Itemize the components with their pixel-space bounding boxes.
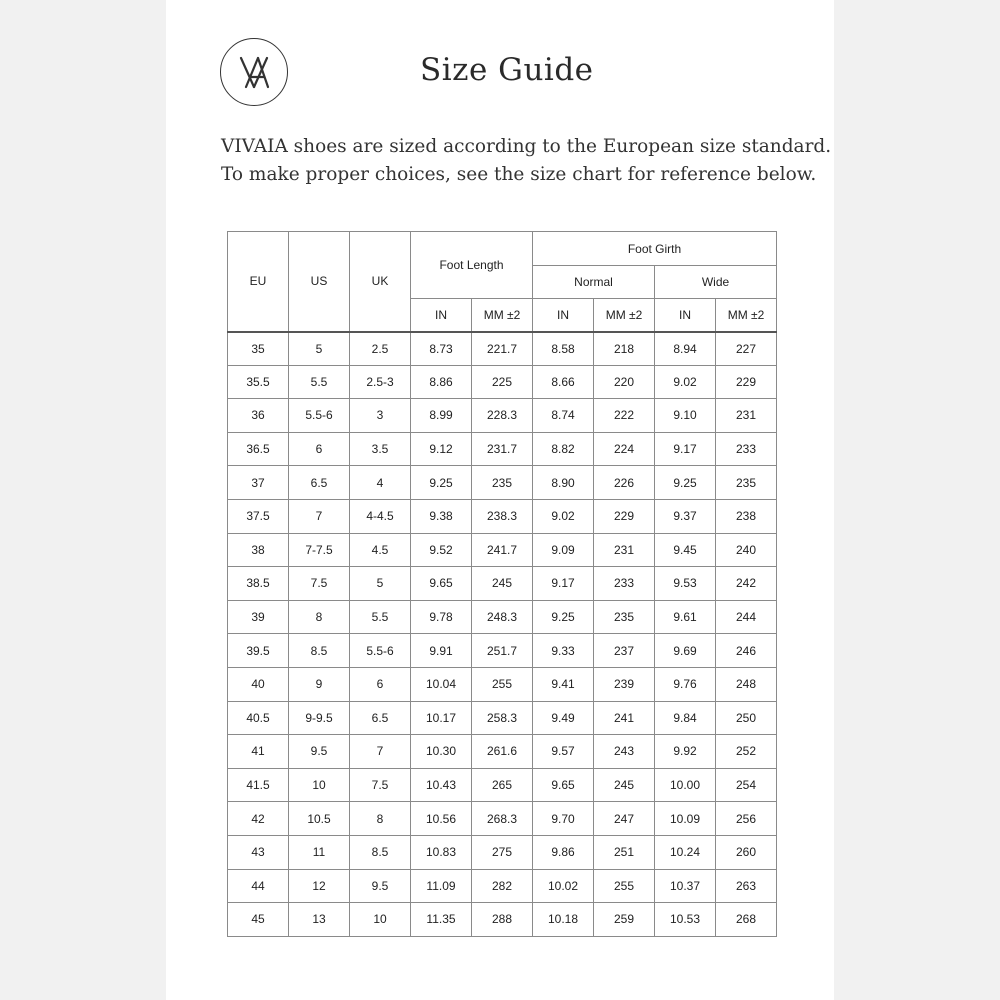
cell-normal-mm: 255: [594, 869, 655, 903]
cell-normal-mm: 226: [594, 466, 655, 500]
cell-normal-in: 9.25: [533, 600, 594, 634]
cell-length-mm: 265: [472, 768, 533, 802]
table-row: [228, 869, 777, 903]
cell-wide-in: 10.24: [655, 835, 716, 869]
cell-normal-in: 9.02: [533, 499, 594, 533]
cell-normal-in: 8.58: [533, 332, 594, 366]
cell-length-mm: 231.7: [472, 432, 533, 466]
cell-length-in: 10.56: [411, 802, 472, 836]
cell-wide-mm: 254: [716, 768, 777, 802]
cell-uk: 6: [350, 667, 411, 701]
cell-length-in: 8.99: [411, 399, 472, 433]
size-chart-table: [227, 231, 777, 937]
cell-uk: 7: [350, 735, 411, 769]
cell-wide-in: 9.69: [655, 634, 716, 668]
cell-us: 7-7.5: [289, 533, 350, 567]
cell-eu: 39.5: [228, 634, 289, 668]
header-normal-in: IN: [533, 299, 594, 332]
cell-us: 10: [289, 768, 350, 802]
cell-normal-mm: 243: [594, 735, 655, 769]
header-wide: Wide: [655, 266, 777, 299]
cell-us: 11: [289, 835, 350, 869]
cell-normal-in: 8.82: [533, 432, 594, 466]
cell-wide-mm: 268: [716, 903, 777, 937]
cell-uk: 5: [350, 567, 411, 601]
cell-normal-in: 9.09: [533, 533, 594, 567]
cell-length-mm: 221.7: [472, 332, 533, 366]
intro-line-2: To make proper choices, see the size chart for reference below.: [221, 164, 817, 185]
cell-wide-mm: 246: [716, 634, 777, 668]
cell-eu: 37: [228, 466, 289, 500]
cell-eu: 40.5: [228, 701, 289, 735]
header-length-in: IN: [411, 299, 472, 332]
cell-length-mm: 235: [472, 466, 533, 500]
cell-eu: 38: [228, 533, 289, 567]
cell-normal-mm: 241: [594, 701, 655, 735]
cell-us: 9.5: [289, 735, 350, 769]
cell-uk: 7.5: [350, 768, 411, 802]
cell-wide-in: 9.76: [655, 667, 716, 701]
cell-eu: 35.5: [228, 365, 289, 399]
cell-length-in: 8.86: [411, 365, 472, 399]
cell-length-in: 10.04: [411, 667, 472, 701]
cell-us: 8: [289, 600, 350, 634]
cell-us: 12: [289, 869, 350, 903]
cell-normal-mm: 259: [594, 903, 655, 937]
cell-normal-mm: 229: [594, 499, 655, 533]
table-row: [228, 835, 777, 869]
cell-length-in: 11.35: [411, 903, 472, 937]
cell-normal-in: 9.70: [533, 802, 594, 836]
cell-normal-mm: 245: [594, 768, 655, 802]
table-row: [228, 802, 777, 836]
table-row: [228, 432, 777, 466]
cell-normal-mm: 222: [594, 399, 655, 433]
cell-uk: 3: [350, 399, 411, 433]
cell-wide-in: 9.02: [655, 365, 716, 399]
cell-normal-in: 9.49: [533, 701, 594, 735]
cell-eu: 39: [228, 600, 289, 634]
cell-wide-mm: 252: [716, 735, 777, 769]
cell-wide-in: 9.10: [655, 399, 716, 433]
cell-wide-in: 9.84: [655, 701, 716, 735]
cell-us: 5.5-6: [289, 399, 350, 433]
cell-length-mm: 251.7: [472, 634, 533, 668]
cell-wide-mm: 260: [716, 835, 777, 869]
cell-eu: 42: [228, 802, 289, 836]
cell-length-in: 9.65: [411, 567, 472, 601]
cell-normal-in: 9.65: [533, 768, 594, 802]
cell-normal-in: 9.86: [533, 835, 594, 869]
cell-wide-in: 8.94: [655, 332, 716, 366]
header-normal-mm: MM ±2: [594, 299, 655, 332]
cell-normal-mm: 235: [594, 600, 655, 634]
page-title: Size Guide: [420, 52, 594, 88]
cell-normal-mm: 224: [594, 432, 655, 466]
cell-length-mm: 288: [472, 903, 533, 937]
cell-length-in: 9.52: [411, 533, 472, 567]
cell-wide-mm: 233: [716, 432, 777, 466]
cell-length-in: 9.12: [411, 432, 472, 466]
size-chart-body: [228, 332, 777, 937]
cell-us: 5.5: [289, 365, 350, 399]
cell-us: 6: [289, 432, 350, 466]
cell-length-mm: 238.3: [472, 499, 533, 533]
cell-wide-in: 9.61: [655, 600, 716, 634]
table-row: [228, 365, 777, 399]
cell-length-mm: 261.6: [472, 735, 533, 769]
cell-us: 13: [289, 903, 350, 937]
cell-eu: 36.5: [228, 432, 289, 466]
cell-wide-mm: 229: [716, 365, 777, 399]
header-foot-girth: Foot Girth: [533, 232, 777, 266]
cell-normal-mm: 218: [594, 332, 655, 366]
cell-normal-mm: 239: [594, 667, 655, 701]
header-uk: UK: [350, 232, 411, 332]
cell-us: 7: [289, 499, 350, 533]
cell-us: 7.5: [289, 567, 350, 601]
cell-uk: 4: [350, 466, 411, 500]
cell-uk: 8: [350, 802, 411, 836]
cell-uk: 5.5: [350, 600, 411, 634]
cell-wide-mm: 231: [716, 399, 777, 433]
header-us: US: [289, 232, 350, 332]
table-row: [228, 903, 777, 937]
cell-wide-in: 9.17: [655, 432, 716, 466]
cell-normal-mm: 233: [594, 567, 655, 601]
cell-normal-in: 8.90: [533, 466, 594, 500]
cell-wide-mm: 240: [716, 533, 777, 567]
cell-us: 5: [289, 332, 350, 366]
cell-uk: 2.5-3: [350, 365, 411, 399]
table-row: [228, 499, 777, 533]
cell-wide-in: 10.09: [655, 802, 716, 836]
cell-uk: 10: [350, 903, 411, 937]
cell-length-in: 10.30: [411, 735, 472, 769]
cell-wide-in: 10.37: [655, 869, 716, 903]
cell-length-in: 10.83: [411, 835, 472, 869]
cell-length-in: 11.09: [411, 869, 472, 903]
cell-length-mm: 275: [472, 835, 533, 869]
cell-wide-in: 9.92: [655, 735, 716, 769]
table-row: [228, 332, 777, 366]
cell-length-in: 10.17: [411, 701, 472, 735]
cell-eu: 41.5: [228, 768, 289, 802]
cell-us: 8.5: [289, 634, 350, 668]
cell-wide-in: 10.53: [655, 903, 716, 937]
cell-normal-mm: 247: [594, 802, 655, 836]
cell-uk: 3.5: [350, 432, 411, 466]
cell-length-mm: 225: [472, 365, 533, 399]
table-row: [228, 567, 777, 601]
cell-wide-mm: 263: [716, 869, 777, 903]
cell-normal-in: 9.17: [533, 567, 594, 601]
cell-length-in: 8.73: [411, 332, 472, 366]
cell-length-mm: 245: [472, 567, 533, 601]
cell-eu: 41: [228, 735, 289, 769]
cell-us: 10.5: [289, 802, 350, 836]
cell-uk: 9.5: [350, 869, 411, 903]
cell-length-in: 9.78: [411, 600, 472, 634]
table-row: [228, 768, 777, 802]
table-row: [228, 667, 777, 701]
cell-wide-in: 9.37: [655, 499, 716, 533]
cell-wide-in: 9.25: [655, 466, 716, 500]
cell-us: 9: [289, 667, 350, 701]
cell-uk: 6.5: [350, 701, 411, 735]
table-row: [228, 399, 777, 433]
cell-wide-mm: 250: [716, 701, 777, 735]
cell-wide-in: 9.53: [655, 567, 716, 601]
cell-length-mm: 228.3: [472, 399, 533, 433]
cell-length-in: 10.43: [411, 768, 472, 802]
cell-eu: 36: [228, 399, 289, 433]
cell-length-mm: 241.7: [472, 533, 533, 567]
cell-normal-in: 9.41: [533, 667, 594, 701]
header-length-mm: MM ±2: [472, 299, 533, 332]
cell-uk: 2.5: [350, 332, 411, 366]
table-row: [228, 600, 777, 634]
cell-eu: 43: [228, 835, 289, 869]
cell-normal-in: 10.02: [533, 869, 594, 903]
cell-normal-mm: 237: [594, 634, 655, 668]
cell-us: 6.5: [289, 466, 350, 500]
cell-wide-mm: 238: [716, 499, 777, 533]
cell-length-mm: 248.3: [472, 600, 533, 634]
brand-logo: [220, 38, 288, 106]
cell-wide-mm: 235: [716, 466, 777, 500]
cell-uk: 4-4.5: [350, 499, 411, 533]
cell-length-mm: 255: [472, 667, 533, 701]
cell-wide-in: 10.00: [655, 768, 716, 802]
cell-normal-in: 10.18: [533, 903, 594, 937]
cell-normal-mm: 231: [594, 533, 655, 567]
cell-length-mm: 282: [472, 869, 533, 903]
header-foot-length: Foot Length: [411, 232, 533, 299]
cell-wide-mm: 256: [716, 802, 777, 836]
cell-uk: 8.5: [350, 835, 411, 869]
header-wide-mm: MM ±2: [716, 299, 777, 332]
cell-eu: 38.5: [228, 567, 289, 601]
header-normal: Normal: [533, 266, 655, 299]
cell-eu: 45: [228, 903, 289, 937]
cell-normal-in: 8.66: [533, 365, 594, 399]
table-row: [228, 735, 777, 769]
cell-wide-mm: 248: [716, 667, 777, 701]
cell-wide-mm: 227: [716, 332, 777, 366]
table-row: [228, 701, 777, 735]
cell-uk: 4.5: [350, 533, 411, 567]
table-row: [228, 466, 777, 500]
intro-text: [221, 133, 832, 189]
cell-normal-in: 9.33: [533, 634, 594, 668]
header-wide-in: IN: [655, 299, 716, 332]
cell-length-in: 9.25: [411, 466, 472, 500]
cell-length-in: 9.38: [411, 499, 472, 533]
cell-normal-mm: 251: [594, 835, 655, 869]
table-row: [228, 634, 777, 668]
table-row: [228, 533, 777, 567]
cell-eu: 35: [228, 332, 289, 366]
cell-normal-in: 9.57: [533, 735, 594, 769]
cell-eu: 40: [228, 667, 289, 701]
cell-us: 9-9.5: [289, 701, 350, 735]
intro-line-1: VIVAIA shoes are sized according to the European size standard.: [221, 136, 832, 157]
cell-eu: 44: [228, 869, 289, 903]
cell-eu: 37.5: [228, 499, 289, 533]
cell-length-mm: 258.3: [472, 701, 533, 735]
cell-normal-mm: 220: [594, 365, 655, 399]
cell-length-in: 9.91: [411, 634, 472, 668]
cell-wide-mm: 242: [716, 567, 777, 601]
brand-monogram-icon: [221, 39, 287, 105]
cell-uk: 5.5-6: [350, 634, 411, 668]
cell-length-mm: 268.3: [472, 802, 533, 836]
cell-wide-in: 9.45: [655, 533, 716, 567]
header-eu: EU: [228, 232, 289, 332]
cell-wide-mm: 244: [716, 600, 777, 634]
cell-normal-in: 8.74: [533, 399, 594, 433]
